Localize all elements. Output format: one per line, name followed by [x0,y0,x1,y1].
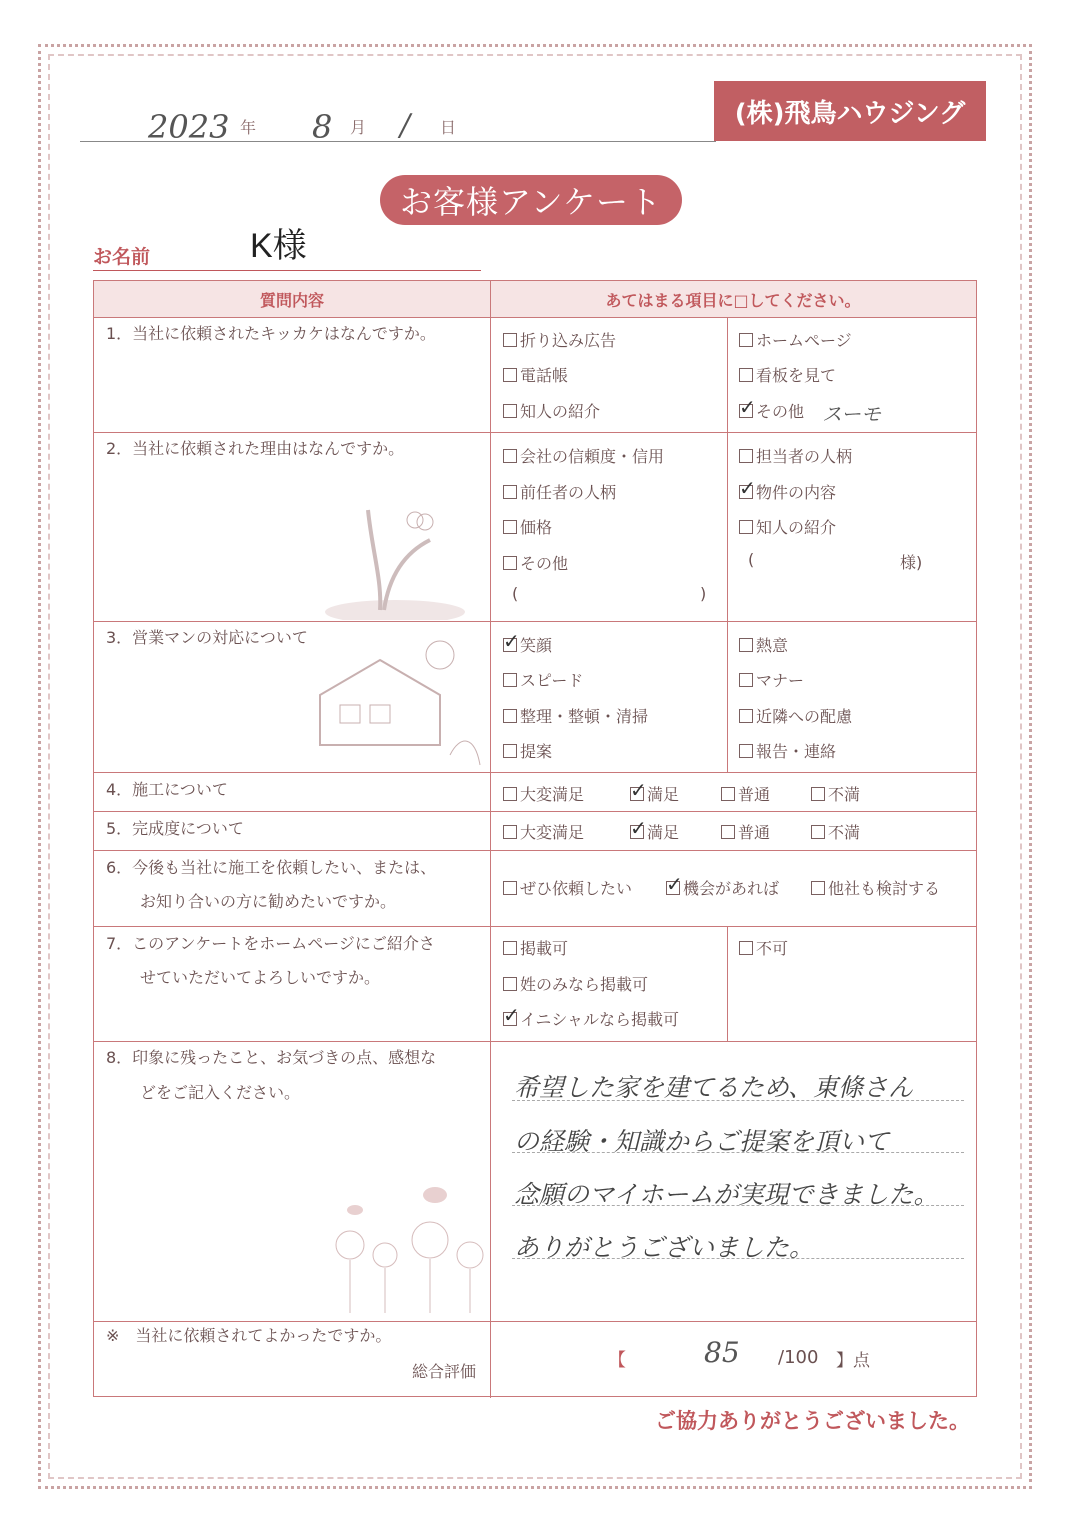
question-8-line1: 8．印象に残ったこと、お気づきの点、感想な [106,1048,437,1067]
q2-sama: 様) [900,553,923,572]
checkbox[interactable] [721,787,735,801]
q4-option-neutral[interactable] [721,782,770,805]
q1-option-other[interactable] [739,399,804,422]
option-label: 知人の紹介 [756,518,837,537]
q2-option-property[interactable] [739,480,836,503]
q6-option-if-chance[interactable] [666,876,779,899]
checkbox[interactable] [503,787,517,801]
checkbox[interactable] [503,709,517,723]
option-label: 会社の信頼度・信用 [520,447,665,466]
score-bracket-open: 【 [608,1350,626,1371]
q5-option-dissatisfied[interactable] [811,820,860,843]
checkbox[interactable] [503,333,517,347]
house-illustration [310,625,490,775]
col-divider [727,926,728,1041]
name-label: お名前 [93,246,151,268]
name-value: K様 [250,227,307,265]
checkbox[interactable] [503,404,517,418]
option-label: 電話帳 [520,366,569,385]
date-line [80,141,716,142]
score-value: 85 [704,1336,740,1369]
option-label: 他社も検討する [828,879,941,898]
option-label: 笑顔 [520,636,553,655]
q3-option-speed[interactable] [503,668,583,691]
checkbox[interactable] [503,881,517,895]
comment-line-3: 念願のマイホームが実現できました。 [514,1180,939,1209]
checkbox[interactable] [503,673,517,687]
option-label: その他 [520,554,569,573]
page-title: お客様アンケート [380,175,682,225]
checkbox[interactable] [503,556,517,570]
q5-option-very-satisfied[interactable] [503,820,584,843]
checkbox[interactable] [739,941,753,955]
option-label: 満足 [647,785,680,804]
q1-option-referral[interactable] [503,399,600,422]
q7-option-initials[interactable] [503,1007,679,1030]
q5-option-satisfied[interactable] [630,820,679,843]
checkbox[interactable] [503,485,517,499]
comment-rule [512,1258,964,1259]
question-7-line1: 7．このアンケートをホームページにご紹介さ [106,934,435,953]
option-label: 物件の内容 [756,483,837,502]
comment-line-4: ありがとうございました。 [514,1233,815,1262]
option-label: ホームページ [756,331,852,350]
date-month-unit: 月 [350,118,367,137]
q1-option-flyer[interactable] [503,328,616,351]
option-label: 普通 [738,785,771,804]
q6-option-consider-others[interactable] [811,876,940,899]
q2-option-other[interactable] [503,551,568,574]
option-label: 普通 [738,823,771,842]
q3-option-tidiness[interactable] [503,704,648,727]
question-9: ※ 当社に依頼されてよかったですか。 [106,1326,392,1345]
q5-option-neutral[interactable] [721,820,770,843]
option-label: 前任者の人柄 [520,483,617,502]
option-label: その他 [756,402,805,421]
option-label: 満足 [647,823,680,842]
name-underline [93,270,481,271]
checkbox-checked[interactable] [739,485,753,499]
question-4: 4．施工について [106,780,228,799]
question-9-sub: 総合評価 [412,1362,477,1381]
header-answer: あてはまる項目に□してください。 [490,281,976,317]
q7-option-allowed[interactable] [503,936,568,959]
company-badge: (株)飛鳥ハウジング [714,81,986,141]
q2-option-previous-staff[interactable] [503,480,616,503]
question-3: 3．営業マンの対応について [106,628,308,647]
checkbox[interactable] [739,333,753,347]
checkbox-checked[interactable] [630,825,644,839]
option-label: 提案 [520,742,553,761]
checkbox[interactable] [739,368,753,382]
q6-option-definitely[interactable] [503,876,632,899]
option-label: 折り込み広告 [520,331,617,350]
checkbox[interactable] [503,449,517,463]
checkbox[interactable] [739,638,753,652]
question-5: 5．完成度について [106,819,244,838]
option-label: イニシャルなら掲載可 [520,1010,680,1029]
thanks-message: ご協力ありがとうございました。 [655,1409,970,1433]
question-7-line2: せていただいてよろしいですか。 [140,968,381,987]
header-question: 質問内容 [94,281,490,317]
date-year: 2023 [148,108,230,146]
option-label: マナー [756,671,805,690]
q1-option-homepage[interactable] [739,328,852,351]
checkbox-checked[interactable] [503,638,517,652]
comment-line-2: の経験・知識からご提案を頂いて [514,1127,890,1156]
comment-rule [512,1100,964,1101]
col-divider [727,317,728,772]
checkbox[interactable] [739,709,753,723]
score-bracket-close: 】点 [836,1351,870,1371]
comment-line-1: 希望した家を建てるため、東條さん [514,1073,914,1102]
option-label: 看板を見て [756,366,837,385]
checkbox[interactable] [811,881,825,895]
option-label: 熱意 [756,636,789,655]
q3-option-proposal[interactable] [503,739,552,762]
q1-option-signboard[interactable] [739,363,836,386]
q4-option-very-satisfied[interactable] [503,782,584,805]
checkbox[interactable] [503,825,517,839]
q2-paren-close: ) [700,584,707,603]
date-day: / [400,108,411,143]
q1-option-phonebook[interactable] [503,363,568,386]
checkbox[interactable] [739,520,753,534]
option-label: 整理・整頓・清掃 [520,707,649,726]
q3-option-enthusiasm[interactable] [739,633,788,656]
q4-option-dissatisfied[interactable] [811,782,860,805]
checkbox[interactable] [811,825,825,839]
date-year-unit: 年 [240,118,257,137]
comment-rule [512,1205,964,1206]
option-label: 大変満足 [520,823,585,842]
q2-paren-open: ( [512,584,519,603]
option-label: 近隣への配慮 [756,707,853,726]
option-label: 掲載可 [520,939,569,958]
q2-option-referral[interactable] [739,515,836,538]
q2-option-staff[interactable] [739,444,852,467]
plant-illustration [320,500,470,620]
checkbox[interactable] [503,520,517,534]
checkbox[interactable] [811,787,825,801]
q7-option-surname-only[interactable] [503,972,648,995]
score-max: /100 [778,1347,819,1368]
checkbox[interactable] [503,941,517,955]
option-label: 大変満足 [520,785,585,804]
question-6-line1: 6．今後も当社に施工を依頼したい、または、 [106,858,437,877]
option-label: 報告・連絡 [756,742,837,761]
option-label: 価格 [520,518,553,537]
question-8-line2: どをご記入ください。 [140,1083,301,1102]
q2-option-price[interactable] [503,515,552,538]
checkbox-checked[interactable] [503,1012,517,1026]
checkbox-checked[interactable] [630,787,644,801]
checkbox[interactable] [503,368,517,382]
q7-option-not-allowed[interactable] [739,936,788,959]
q3-option-report[interactable] [739,739,836,762]
q1-other-text: スーモ [822,402,881,426]
q2-option-trust[interactable] [503,444,664,467]
question-2: 2．当社に依頼された理由はなんですか。 [106,439,405,458]
option-label: 担当者の人柄 [756,447,853,466]
checkbox-checked[interactable] [666,881,680,895]
option-label: 知人の紹介 [520,402,601,421]
checkbox[interactable] [721,825,735,839]
comment-rule [512,1152,964,1153]
q3-option-neighbors[interactable] [739,704,852,727]
q3-option-manners[interactable] [739,668,804,691]
q2-sama-open: ( [748,550,755,569]
q4-option-satisfied[interactable] [630,782,679,805]
checkbox[interactable] [739,449,753,463]
date-month: 8 [312,108,333,146]
flowers-illustration [325,1165,495,1315]
checkbox[interactable] [503,744,517,758]
checkbox[interactable] [503,977,517,991]
option-label: ぜひ依頼したい [520,879,633,898]
date-day-unit: 日 [440,118,457,137]
question-1: 1．当社に依頼されたキッカケはなんですか。 [106,324,436,343]
checkbox[interactable] [739,744,753,758]
option-label: 不可 [756,939,789,958]
option-label: 姓のみなら掲載可 [520,975,649,994]
option-label: 機会があれば [683,879,780,898]
q3-option-smile[interactable] [503,633,552,656]
checkbox[interactable] [739,673,753,687]
option-label: 不満 [828,823,861,842]
checkbox-checked[interactable] [739,404,753,418]
option-label: スピード [520,671,584,690]
option-label: 不満 [828,785,861,804]
question-6-line2: お知り合いの方に勧めたいですか。 [140,892,397,911]
